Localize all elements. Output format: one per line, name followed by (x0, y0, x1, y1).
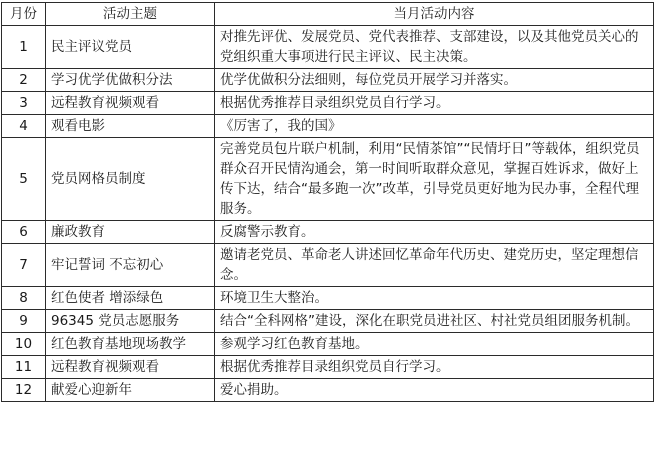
content-cell: 《厉害了，我的国》 (215, 115, 654, 138)
month-cell: 5 (2, 138, 46, 221)
content-cell: 完善党员包片联户机制，利用“民情茶馆”“民情圩日”等载体，组织党员群众召开民情沟通会，第一时间听取群众意见，掌握百姓诉求，做好上传下达，结合“最多跑一次”改革，引导党员更好地为民办事，全程代理服务。 (215, 138, 654, 221)
month-cell: 11 (2, 356, 46, 379)
activity-schedule (1, 2, 653, 402)
header-theme: 活动主题 (46, 3, 215, 26)
content-cell: 对推先评优、发展党员、党代表推荐、支部建设，以及其他党员关心的党组织重大事项进行民主评议、民主决策。 (215, 26, 654, 69)
table-row (2, 221, 654, 244)
content-cell: 结合“全科网格”建设，深化在职党员进社区、村社党员组团服务机制。 (215, 310, 654, 333)
table-header-row (2, 3, 654, 26)
content-cell: 优学优做积分法细则，每位党员开展学习并落实。 (215, 69, 654, 92)
month-cell: 3 (2, 92, 46, 115)
theme-cell: 96345 党员志愿服务 (46, 310, 215, 333)
table-row (2, 356, 654, 379)
table-row (2, 310, 654, 333)
theme-cell: 民主评议党员 (46, 26, 215, 69)
theme-cell: 红色教育基地现场教学 (46, 333, 215, 356)
month-cell: 12 (2, 379, 46, 402)
theme-cell: 廉政教育 (46, 221, 215, 244)
month-cell: 8 (2, 287, 46, 310)
monthly-activity-table (1, 2, 654, 402)
theme-cell: 红色使者 增添绿色 (46, 287, 215, 310)
content-cell: 反腐警示教育。 (215, 221, 654, 244)
theme-cell: 牢记誓词 不忘初心 (46, 244, 215, 287)
table-row (2, 92, 654, 115)
theme-cell: 观看电影 (46, 115, 215, 138)
header-month: 月份 (2, 3, 46, 26)
content-cell: 参观学习红色教育基地。 (215, 333, 654, 356)
table-row (2, 138, 654, 221)
month-cell: 9 (2, 310, 46, 333)
content-cell: 根据优秀推荐目录组织党员自行学习。 (215, 92, 654, 115)
theme-cell: 远程教育视频观看 (46, 356, 215, 379)
content-cell: 爱心捐助。 (215, 379, 654, 402)
header-content: 当月活动内容 (215, 3, 654, 26)
table-row (2, 287, 654, 310)
table-row (2, 26, 654, 69)
theme-cell: 远程教育视频观看 (46, 92, 215, 115)
month-cell: 2 (2, 69, 46, 92)
table-row (2, 115, 654, 138)
theme-cell: 党员网格员制度 (46, 138, 215, 221)
table-row (2, 244, 654, 287)
month-cell: 4 (2, 115, 46, 138)
table-row (2, 333, 654, 356)
content-cell: 根据优秀推荐目录组织党员自行学习。 (215, 356, 654, 379)
month-cell: 10 (2, 333, 46, 356)
theme-cell: 学习优学优做积分法 (46, 69, 215, 92)
theme-cell: 献爱心迎新年 (46, 379, 215, 402)
month-cell: 7 (2, 244, 46, 287)
content-cell: 邀请老党员、革命老人讲述回忆革命年代历史、建党历史，坚定理想信念。 (215, 244, 654, 287)
content-cell: 环境卫生大整治。 (215, 287, 654, 310)
month-cell: 1 (2, 26, 46, 69)
table-row (2, 379, 654, 402)
table-row (2, 69, 654, 92)
month-cell: 6 (2, 221, 46, 244)
